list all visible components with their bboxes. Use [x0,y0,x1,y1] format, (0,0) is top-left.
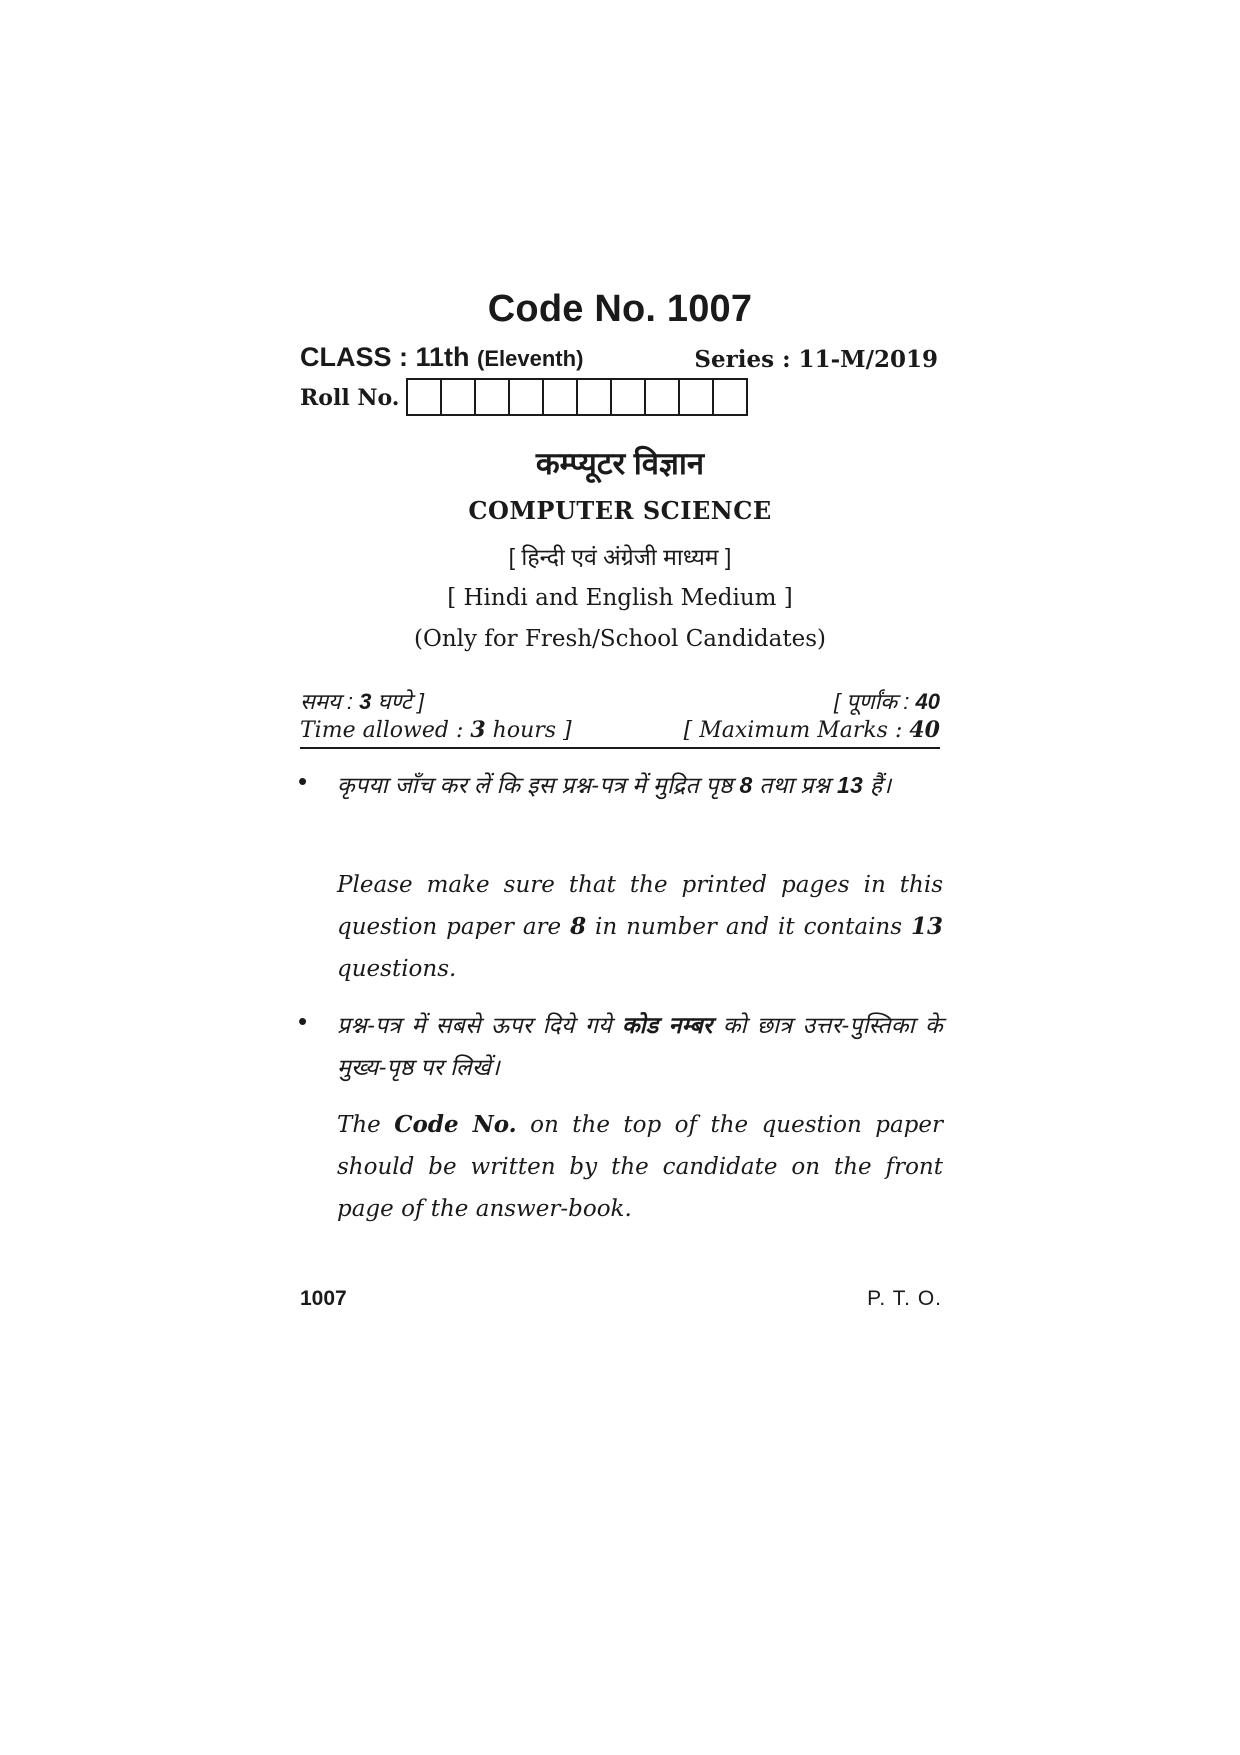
instruction-1-hindi: कृपया जाँच कर लें कि इस प्रश्न-पत्र में मुद्रित पृष्ठ 8 तथा प्रश्न 13 हैं। [337,772,892,798]
medium-english: [ Hindi and English Medium ] [447,585,793,611]
class-words: (Eleventh) [477,346,584,371]
class-value: CLASS : 11th [300,342,470,372]
roll-box[interactable] [406,378,442,416]
subject-title-hindi: कम्प्यूटर विज्ञान [535,446,705,481]
code-number-title: Code No. 1007 [487,288,753,330]
subject-title-english: COMPUTER SCIENCE [468,496,772,525]
roll-box[interactable] [644,378,680,416]
time-marks-english [300,717,940,749]
roll-number-label: Roll No. [300,385,400,411]
roll-box[interactable] [678,378,714,416]
time-marks-hindi [300,686,940,716]
roll-number-boxes[interactable] [408,378,748,416]
footer-code-number: 1007 [300,1287,347,1310]
bullet-icon: • [298,766,308,796]
roll-box[interactable] [474,378,510,416]
instruction-1-english: Please make sure that the printed pages in this question paper are 8 in number and it contains 13 questions. [337,872,943,982]
time-english: Time allowed : 3 hours ] [300,717,572,743]
pto-label: P. T. O. [867,1287,942,1310]
roll-box[interactable] [508,378,544,416]
marks-english: [ Maximum Marks : 40 [683,717,940,743]
roll-box[interactable] [712,378,748,416]
instruction-2-hindi: प्रश्न-पत्र में सबसे ऊपर दिये गये कोड नम्बर को छात्र उत्तर-पुस्तिका के मुख्य-पृष्ठ पर लिखें। [337,1012,943,1080]
roll-box[interactable] [542,378,578,416]
time-hindi: समय : 3 घण्टे ] [300,689,425,714]
bullet-icon: • [298,1006,308,1036]
medium-hindi: [ हिन्दी एवं अंग्रेजी माध्यम ] [508,544,732,570]
series-label: Series : 11-M/2019 [694,346,938,373]
candidates-note: (Only for Fresh/School Candidates) [414,626,826,652]
class-label [300,342,583,373]
marks-hindi: [ पूर्णांक : 40 [833,689,940,714]
roll-box[interactable] [440,378,476,416]
roll-box[interactable] [576,378,612,416]
roll-box[interactable] [610,378,646,416]
instruction-2-english: The Code No. on the top of the question paper should be written by the candidate on the front page of the answer-book. [337,1111,943,1222]
